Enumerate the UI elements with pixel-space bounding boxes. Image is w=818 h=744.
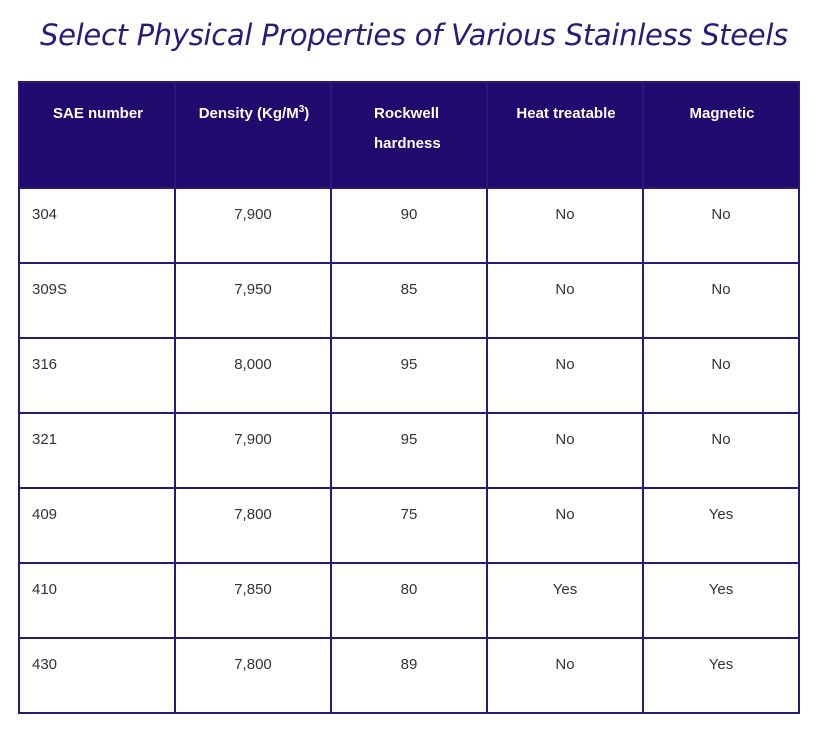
cell-heat-treatable: No xyxy=(487,638,643,713)
table-header xyxy=(19,82,799,188)
cell-sae-number: 321 xyxy=(19,413,175,488)
cell-sae-number: 316 xyxy=(19,338,175,413)
cell-density: 7,800 xyxy=(175,638,331,713)
cell-heat-treatable: No xyxy=(487,263,643,338)
header-hardness-line1: Rockwell xyxy=(374,105,440,122)
cell-magnetic: No xyxy=(643,338,799,413)
cell-density: 7,900 xyxy=(175,188,331,263)
table-row xyxy=(19,263,799,338)
page-title: Select Physical Properties of Various Stainless Steels xyxy=(40,18,788,52)
cell-heat-treatable: No xyxy=(487,413,643,488)
cell-density: 7,900 xyxy=(175,413,331,488)
cell-magnetic: No xyxy=(643,263,799,338)
cell-sae-number: 409 xyxy=(19,488,175,563)
table-body xyxy=(19,188,799,713)
header-row xyxy=(19,82,799,188)
header-density-label: Density (Kg/M xyxy=(198,105,299,122)
table-row xyxy=(19,188,799,263)
table-row xyxy=(19,413,799,488)
header-density xyxy=(175,82,331,188)
table-row xyxy=(19,488,799,563)
cell-sae-number: 309S xyxy=(19,263,175,338)
table-row xyxy=(19,638,799,713)
cell-density: 7,950 xyxy=(175,263,331,338)
cell-heat-treatable: Yes xyxy=(487,563,643,638)
cell-hardness: 85 xyxy=(331,263,487,338)
cell-magnetic: Yes xyxy=(643,563,799,638)
header-rockwell-hardness xyxy=(331,82,487,188)
table-row xyxy=(19,338,799,413)
cell-density: 8,000 xyxy=(175,338,331,413)
cell-hardness: 89 xyxy=(331,638,487,713)
cell-hardness: 80 xyxy=(331,563,487,638)
header-density-superscript: 3 xyxy=(298,104,305,115)
cell-magnetic: No xyxy=(643,188,799,263)
header-heat-treatable: Heat treatable xyxy=(487,82,643,188)
table-row xyxy=(19,563,799,638)
properties-table xyxy=(18,81,800,714)
cell-density: 7,850 xyxy=(175,563,331,638)
header-density-close: ) xyxy=(304,105,310,122)
cell-heat-treatable: No xyxy=(487,338,643,413)
cell-magnetic: Yes xyxy=(643,488,799,563)
cell-sae-number: 430 xyxy=(19,638,175,713)
cell-heat-treatable: No xyxy=(487,188,643,263)
cell-sae-number: 410 xyxy=(19,563,175,638)
cell-magnetic: Yes xyxy=(643,638,799,713)
cell-density: 7,800 xyxy=(175,488,331,563)
cell-hardness: 90 xyxy=(331,188,487,263)
header-magnetic: Magnetic xyxy=(643,82,799,188)
cell-heat-treatable: No xyxy=(487,488,643,563)
cell-hardness: 95 xyxy=(331,338,487,413)
cell-hardness: 95 xyxy=(331,413,487,488)
header-hardness-line2: hardness xyxy=(374,135,441,152)
cell-magnetic: No xyxy=(643,413,799,488)
header-sae-number: SAE number xyxy=(19,82,175,188)
cell-sae-number: 304 xyxy=(19,188,175,263)
cell-hardness: 75 xyxy=(331,488,487,563)
